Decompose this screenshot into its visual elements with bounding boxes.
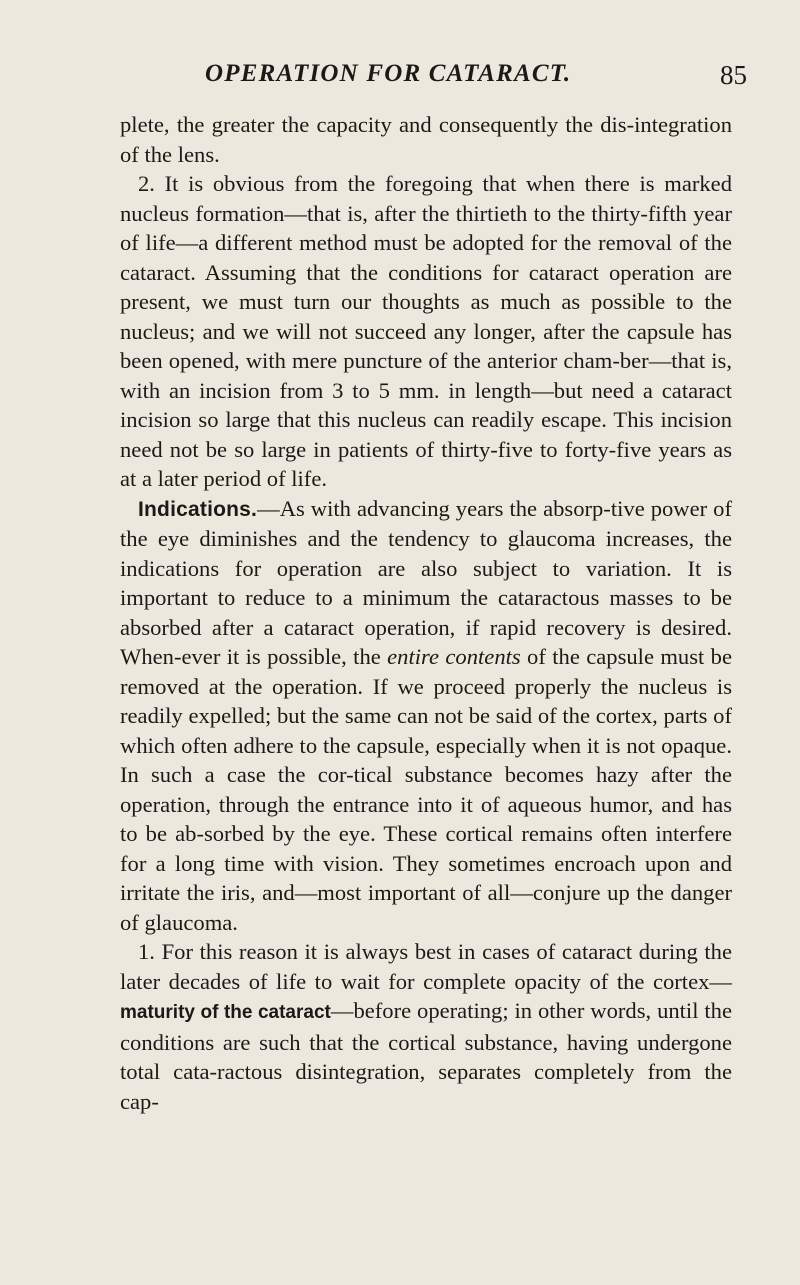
maturity-text-1: 1. For this reason it is always best in cases of cataract during the later decades of life to wait for complete opacity of the cortex— [120,939,732,994]
indications-heading: Indications. [138,497,258,521]
maturity-emphasis: maturity of the cataract [120,1002,331,1023]
maturity-text-2: —before operating; in other words, until the conditions are such that the cortical substance, having undergone total cata-ractous disintegration, separates completely from the cap- [120,998,732,1114]
running-head [0,60,800,94]
paragraph-indications [120,494,732,938]
paragraph-maturity [120,937,732,1116]
paragraph-continuation: plete, the greater the capacity and consequently the dis-integration of the lens. [120,112,732,167]
indications-text-2: of the capsule must be removed at the operation. If we proceed properly the nucleus is readily expelled; but the same can not be said of the cortex, parts of which often adhere to the capsule, especially when it is not opaque. In such a case the cor-tical substance becomes hazy after the operation, through the entrance into it of aqueous humor, and has to be ab-sorbed by the eye. These cortical remains often interfere for a long time with vision. They sometimes encroach upon and irritate the iris, and—most important of all—conjure up the danger of glaucoma. [120,644,732,935]
indications-text-1: —As with advancing years the absorp-tive power of the eye diminishes and the tendency to glaucoma increases, the indications for operation are also subject to variation. It is important to reduce to a minimum the cataractous masses to be absorbed after a cataract operation, if rapid recovery is desired. When-ever it is possible, the [120,495,732,669]
running-title: OPERATION FOR CATARACT. [205,60,572,87]
page-number: 85 [720,60,747,90]
entire-contents-emphasis: entire contents [387,644,521,669]
body-text [120,110,732,1116]
paragraph-nucleus-formation: 2. It is obvious from the foregoing that when there is marked nucleus formation—that is, after the thirtieth to the thirty-fifth year of life—a different method must be adopted for the removal of the cataract. Assuming that the conditions for cataract operation are present, we must turn our thoughts as much as possible to the nucleus; and we will not succeed any longer, after the capsule has been opened, with mere puncture of the anterior cham-ber—that is, with an incision from 3 to 5 mm. in length—but need a cataract incision so large that this nucleus can readily escape. This incision need not be so large in patients of thirty-five to forty-five years as at a later period of life. [120,171,732,491]
